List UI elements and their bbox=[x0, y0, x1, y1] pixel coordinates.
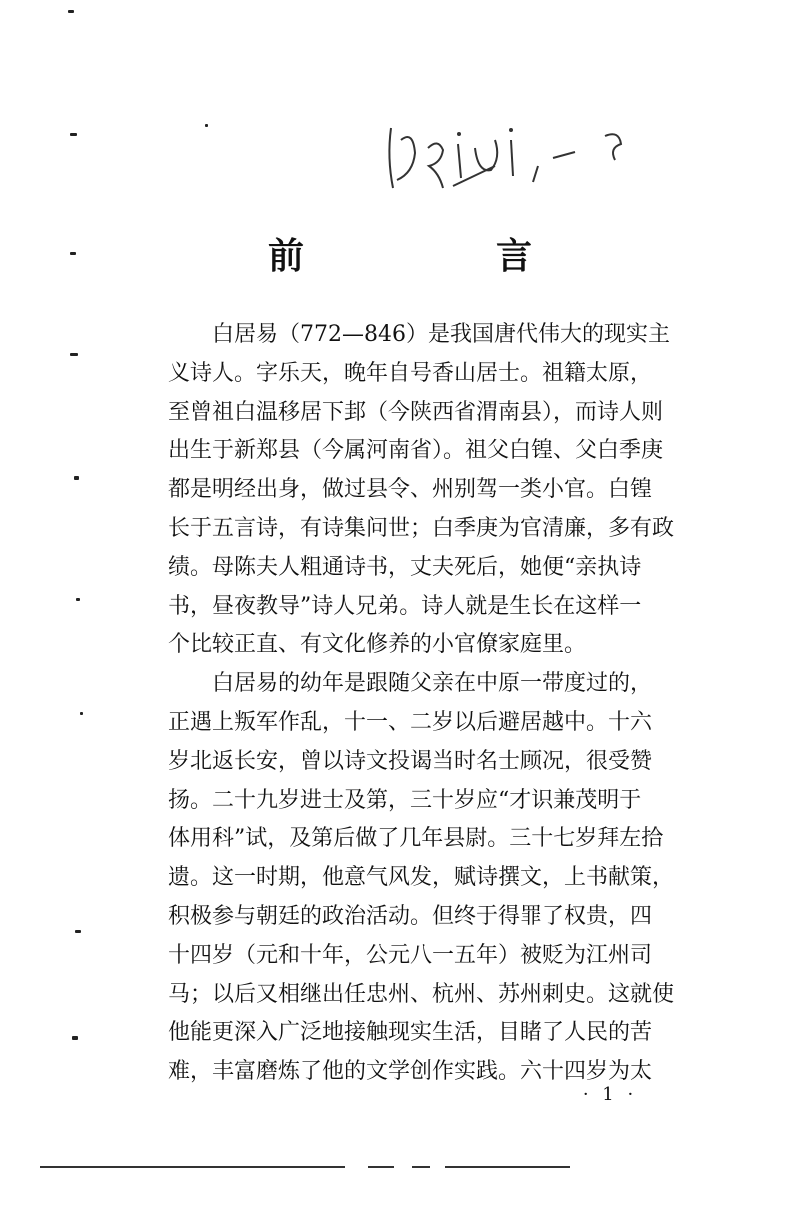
bottom-rule bbox=[40, 1166, 345, 1168]
scan-speck bbox=[205, 124, 208, 127]
text-line: 遗。这一时期，他意气风发，赋诗撰文，上书献策， bbox=[168, 865, 675, 891]
scan-speck bbox=[76, 598, 80, 601]
scan-speck bbox=[70, 252, 76, 255]
text-line: 白居易的幼年是跟随父亲在中原一带度过的， bbox=[168, 671, 653, 697]
text-line: 至曾祖白温移居下邽（今陕西省渭南县），而诗人则 bbox=[168, 399, 664, 425]
bottom-rule bbox=[445, 1166, 570, 1168]
page-title: 前 言 bbox=[267, 235, 610, 277]
text-line: 长于五言诗，有诗集问世；白季庚为官清廉，多有政 bbox=[168, 515, 675, 541]
text-line: 义诗人。字乐天，晚年自号香山居士。祖籍太原， bbox=[168, 360, 653, 386]
text-line: 难，丰富磨炼了他的文学创作实践。六十四岁为太 bbox=[168, 1059, 653, 1085]
text-line: 扬。二十九岁进士及第，三十岁应“才识兼茂明于 bbox=[168, 787, 642, 813]
text-line: 正遇上叛军作乱，十一、二岁以后避居越中。十六 bbox=[168, 709, 653, 735]
scan-speck bbox=[70, 133, 77, 136]
scan-speck bbox=[75, 930, 81, 933]
text-line: 马；以后又相继出任忠州、杭州、苏州刺史。这就使 bbox=[168, 981, 675, 1007]
page-number: · 1 · bbox=[582, 1084, 638, 1105]
scan-speck bbox=[80, 712, 83, 715]
body-text bbox=[168, 316, 675, 1092]
scan-speck bbox=[72, 1036, 78, 1040]
bottom-rule bbox=[412, 1166, 430, 1168]
text-line: 积极参与朝廷的政治活动。但终于得罪了权贵，四 bbox=[168, 903, 653, 929]
text-line: 都是明经出身，做过县令、州别驾一类小官。白锽 bbox=[168, 477, 653, 503]
text-line: 白居易（772—846）是我国唐代伟大的现实主 bbox=[168, 322, 670, 347]
text-line: 书，昼夜教导”诗人兄弟。诗人就是生长在这样一 bbox=[168, 593, 642, 619]
handwritten-annotation bbox=[383, 118, 643, 198]
text-line: 十四岁（元和十年，公元八一五年）被贬为江州司 bbox=[168, 942, 653, 968]
text-line: 出生于新郑县（今属河南省）。祖父白锽、父白季庚 bbox=[168, 438, 664, 464]
bottom-rule bbox=[368, 1166, 394, 1168]
text-line: 体用科”试，及第后做了几年县尉。三十七岁拜左拾 bbox=[168, 826, 664, 852]
text-line: 岁北返长安，曾以诗文投谒当时名士顾况，很受赞 bbox=[168, 748, 653, 774]
text-line: 绩。母陈夫人粗通诗书，丈夫死后，她便“亲执诗 bbox=[168, 554, 642, 580]
text-line: 个比较正直、有文化修养的小官僚家庭里。 bbox=[168, 632, 587, 658]
scan-speck bbox=[74, 476, 79, 480]
scan-speck bbox=[68, 10, 74, 13]
text-line: 他能更深入广泛地接触现实生活，目睹了人民的苦 bbox=[168, 1020, 653, 1046]
scan-speck bbox=[70, 353, 78, 356]
